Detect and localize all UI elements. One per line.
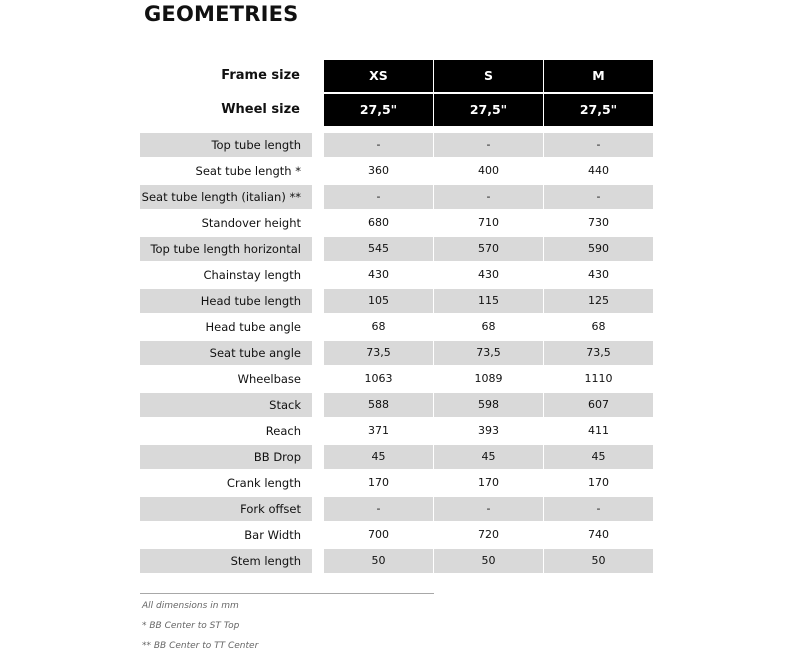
row-value-s: 393 xyxy=(478,424,499,437)
row-value-s: 400 xyxy=(478,164,499,177)
row-value-m: 430 xyxy=(588,268,609,281)
table-row xyxy=(140,237,654,263)
row-value-xs: 45 xyxy=(324,445,433,469)
row-label: Crank length xyxy=(226,476,301,490)
row-value-xs: 50 xyxy=(324,549,433,573)
row-value-xs: 105 xyxy=(324,289,433,313)
row-value-xs: 170 xyxy=(368,476,389,489)
table-row xyxy=(140,497,654,523)
row-value-xs: 680 xyxy=(368,216,389,229)
row-value-s: 430 xyxy=(478,268,499,281)
table-row xyxy=(140,341,654,367)
row-value-m: 590 xyxy=(544,237,653,261)
row-value-s: 598 xyxy=(434,393,543,417)
table-row xyxy=(140,159,654,185)
row-value-m: 607 xyxy=(544,393,653,417)
row-value-m: 50 xyxy=(544,549,653,573)
row-label: BB Drop xyxy=(140,445,312,469)
row-value-xs: 700 xyxy=(368,528,389,541)
table-row xyxy=(140,289,654,315)
row-value-s: 570 xyxy=(434,237,543,261)
wheel-size-xs: 27,5" xyxy=(324,94,433,126)
row-label: Reach xyxy=(265,424,301,438)
row-label: Head tube length xyxy=(140,289,312,313)
row-value-s: - xyxy=(434,133,543,157)
table-row xyxy=(140,211,654,237)
table-row xyxy=(140,393,654,419)
row-value-s: 170 xyxy=(478,476,499,489)
row-value-s: 45 xyxy=(434,445,543,469)
row-value-m: 125 xyxy=(544,289,653,313)
row-value-m: - xyxy=(544,185,653,209)
row-value-xs: 371 xyxy=(368,424,389,437)
row-label: Bar Width xyxy=(244,528,301,542)
row-value-xs: - xyxy=(324,185,433,209)
row-value-xs: - xyxy=(324,133,433,157)
frame-size-header-row xyxy=(140,60,654,92)
row-value-m: 1110 xyxy=(584,372,613,385)
page-title: GEOMETRIES xyxy=(144,2,299,26)
size-header-m: M xyxy=(544,60,653,92)
row-value-s: - xyxy=(434,497,543,521)
row-value-m: 170 xyxy=(588,476,609,489)
row-label: Stem length xyxy=(140,549,312,573)
row-label: Seat tube angle xyxy=(140,341,312,365)
row-value-xs: 68 xyxy=(371,320,386,333)
row-value-s: 720 xyxy=(478,528,499,541)
row-label: Standover height xyxy=(201,216,301,230)
wheel-size-s: 27,5" xyxy=(434,94,543,126)
row-value-xs: - xyxy=(324,497,433,521)
row-value-m: 45 xyxy=(544,445,653,469)
table-row xyxy=(140,523,654,549)
row-value-s: 50 xyxy=(434,549,543,573)
notes-divider xyxy=(140,593,434,594)
row-value-s: 73,5 xyxy=(434,341,543,365)
row-value-xs: 545 xyxy=(324,237,433,261)
row-value-s: - xyxy=(434,185,543,209)
row-label: Stack xyxy=(140,393,312,417)
row-value-s: 1089 xyxy=(474,372,503,385)
wheel-size-label: Wheel size xyxy=(221,102,300,117)
units-note: All dimensions in mm xyxy=(142,601,239,611)
row-label: Top tube length xyxy=(140,133,312,157)
table-row xyxy=(140,367,654,393)
table-row xyxy=(140,263,654,289)
row-label: Seat tube length * xyxy=(195,164,301,178)
seat-tube-footnote: * BB Center to ST Top xyxy=(142,621,240,631)
row-value-m: 68 xyxy=(591,320,606,333)
wheel-size-header-row xyxy=(140,94,654,126)
row-value-m: 440 xyxy=(588,164,609,177)
row-label: Fork offset xyxy=(140,497,312,521)
table-row xyxy=(140,133,654,159)
row-label: Chainstay length xyxy=(203,268,301,282)
row-value-xs: 360 xyxy=(368,164,389,177)
table-row xyxy=(140,445,654,471)
seat-tube-italian-footnote: ** BB Center to TT Center xyxy=(142,641,259,651)
table-row xyxy=(140,549,654,575)
table-row xyxy=(140,315,654,341)
table-row xyxy=(140,471,654,497)
row-value-s: 710 xyxy=(478,216,499,229)
row-value-m: - xyxy=(544,497,653,521)
frame-size-label: Frame size xyxy=(221,68,300,83)
row-value-m: 740 xyxy=(588,528,609,541)
row-value-xs: 588 xyxy=(324,393,433,417)
row-value-xs: 430 xyxy=(368,268,389,281)
geometry-table xyxy=(140,133,654,575)
table-row xyxy=(140,185,654,211)
row-value-m: 730 xyxy=(588,216,609,229)
row-value-s: 68 xyxy=(481,320,496,333)
row-label: Seat tube length (italian) ** xyxy=(140,185,312,209)
wheel-size-m: 27,5" xyxy=(544,94,653,126)
row-value-s: 115 xyxy=(434,289,543,313)
row-label: Head tube angle xyxy=(205,320,301,334)
row-label: Top tube length horizontal xyxy=(140,237,312,261)
table-row xyxy=(140,419,654,445)
row-value-m: - xyxy=(544,133,653,157)
size-header-s: S xyxy=(434,60,543,92)
row-value-m: 411 xyxy=(588,424,609,437)
row-value-xs: 73,5 xyxy=(324,341,433,365)
row-value-xs: 1063 xyxy=(364,372,393,385)
size-header-xs: XS xyxy=(324,60,433,92)
row-value-m: 73,5 xyxy=(544,341,653,365)
row-label: Wheelbase xyxy=(237,372,301,386)
